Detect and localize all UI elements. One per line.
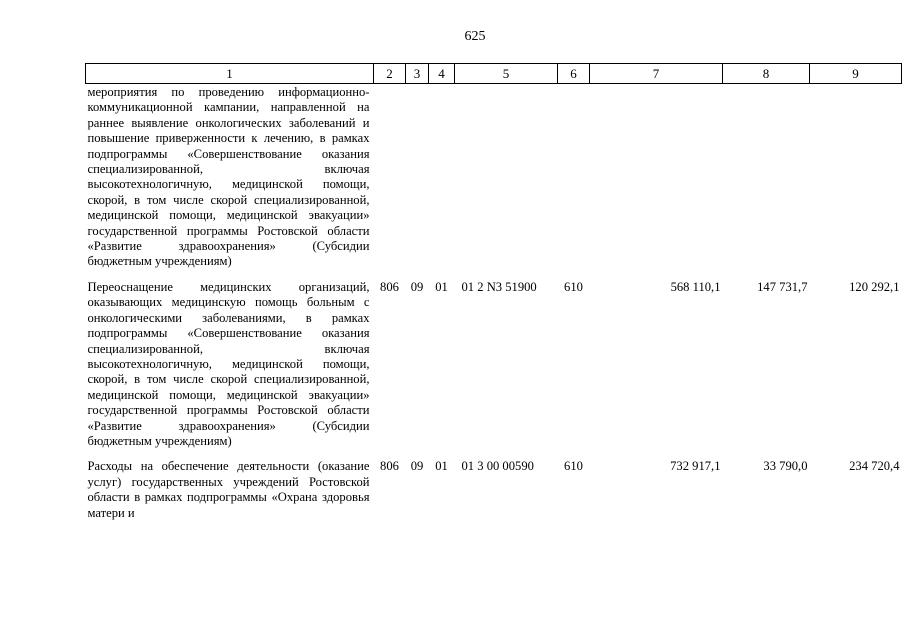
row-section-code: 09 (410, 459, 424, 474)
row-section-code: 09 (410, 279, 424, 294)
row-description: мероприятия по проведению информационно-коммуникационной кампании, направленной на раннее выявление онкологических заболеваний и повышение приверженности к лечению, в рамках подпрограммы «Совершенствование оказания специализированной, включая высокотехнологичную, медицинской помощи, скорой, в том числе скорой специализированной, медицинской помощи, медицинской эвакуации» государственной программы Ростовской области «Развитие здравоохранения» (Субсидии бюджетным учреждениям) (87, 85, 370, 269)
table-row (86, 84, 902, 270)
row-subsection-code: 01 (435, 279, 448, 294)
row-amount-col9: 234 720,4 (849, 459, 900, 474)
row-amount-col9 (810, 84, 902, 270)
header-col-7: 7 (590, 64, 723, 84)
row-subsection-code (429, 84, 455, 270)
row-expense-type (558, 84, 590, 270)
row-amount-col9: 120 292,1 (849, 279, 900, 294)
row-ministry-code (374, 84, 406, 270)
row-target-article: 01 2 N3 51900 (461, 279, 537, 294)
table-header-row (86, 64, 902, 84)
row-target-article (455, 84, 558, 270)
header-col-5: 5 (455, 64, 558, 84)
row-expense-type: 610 (564, 459, 583, 474)
row-description: Переоснащение медицинских организаций, оказывающих медицинскую помощь больным с онкологическими заболеваниями, в рамках подпрограммы «Совершенствование оказания специализированной, включая высокотехнологичную, медицинской помощи, скорой, в том числе скорой специализированной, медицинской помощи, медицинской эвакуации» государственной программы Ростовской области «Развитие здравоохранения» (Субсидии бюджетным учреждениям) (87, 279, 370, 448)
row-amount-col7: 732 917,1 (670, 459, 721, 474)
row-ministry-code: 806 (380, 459, 399, 474)
row-amount-col7 (590, 84, 723, 270)
header-col-6: 6 (558, 64, 590, 84)
row-amount-col8: 33 790,0 (763, 459, 808, 474)
budget-table (85, 63, 902, 521)
row-ministry-code: 806 (380, 279, 399, 294)
row-expense-type: 610 (564, 279, 583, 294)
row-subsection-code: 01 (435, 459, 448, 474)
header-col-4: 4 (429, 64, 455, 84)
row-amount-col7: 568 110,1 (670, 279, 721, 294)
row-target-article: 01 3 00 00590 (461, 459, 534, 474)
table-row (86, 449, 902, 521)
header-col-9: 9 (810, 64, 902, 84)
table-row (86, 270, 902, 449)
row-description: Расходы на обеспечение деятельности (оказание услуг) государственных учреждений Ростовской области в рамках подпрограммы «Охрана здоровья матери и (87, 459, 370, 520)
row-amount-col8: 147 731,7 (757, 279, 808, 294)
header-col-8: 8 (723, 64, 810, 84)
header-col-2: 2 (374, 64, 406, 84)
header-col-1: 1 (86, 64, 374, 84)
page-number: 625 (464, 29, 486, 44)
row-section-code (406, 84, 429, 270)
header-col-3: 3 (406, 64, 429, 84)
row-amount-col8 (723, 84, 810, 270)
